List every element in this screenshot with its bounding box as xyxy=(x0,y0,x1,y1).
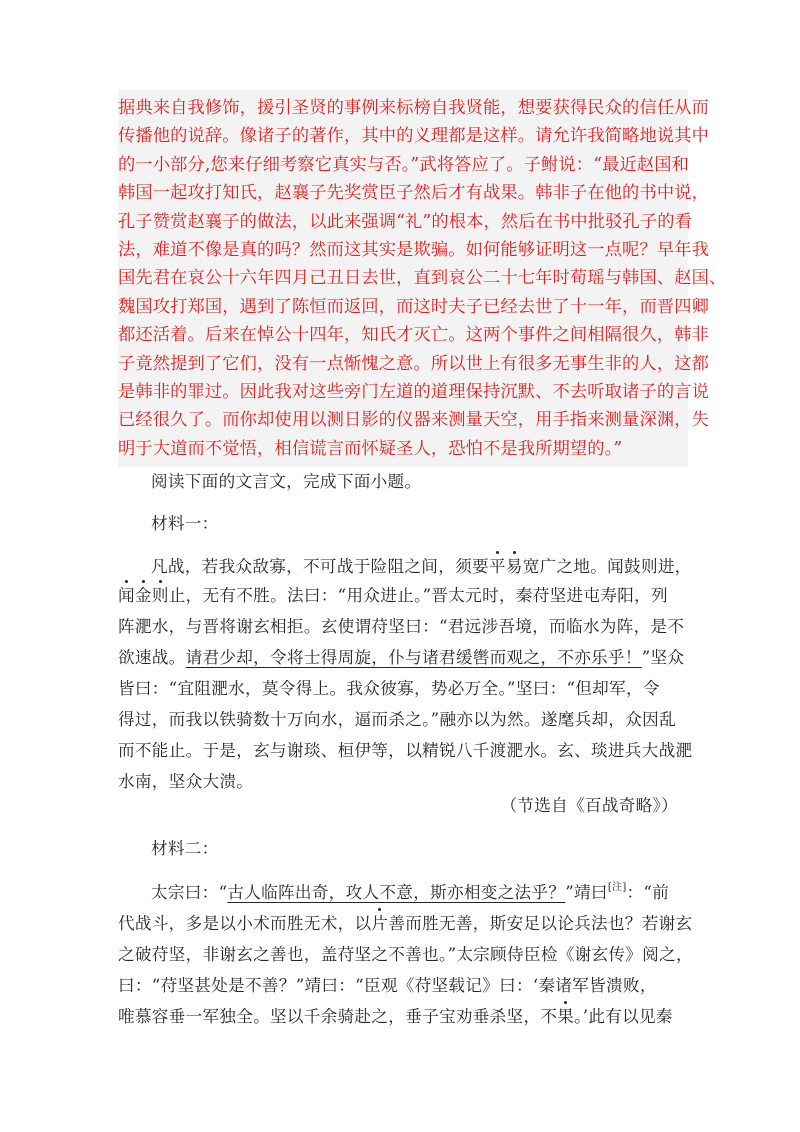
passage-line: 之破苻坚，非谢玄之善也，盖苻坚之不善也。”太宗顾侍臣检《谢玄传》阅之， xyxy=(118,945,693,964)
passage-line: 曰：“苻坚甚处是不善？”靖曰：“臣观《苻坚载记》曰：‘秦诸军皆溃败， xyxy=(118,976,657,995)
passage-line: 皆曰：“宜阻淝水，莫令得上。我众彼寡，势必万全。”坚曰：“但却军，令 xyxy=(118,679,660,698)
passage-line: 欲速战。请君少却，令将士得周旋，仆与诸君缓辔而观之，不亦乐乎！”坚众 xyxy=(118,648,685,667)
answer-line: 是韩非的罪过。因此我对这些旁门左道的道理保持沉默、不去听取诸子的言说 xyxy=(118,382,709,403)
answer-line: 已经很久了。而你却使用以测日影的仪器来测量天空，用手指来测量深渊，失 xyxy=(118,410,709,431)
answer-line: 子竟然提到了它们，没有一点惭愧之意。所以世上有很多无事生非的人，这都 xyxy=(118,353,709,374)
material1-heading: 材料一： xyxy=(151,514,219,533)
passage-line: 唯慕容垂一军独全。坚以千余骑赴之，垂子宝劝垂杀坚，不果。’此有以见秦 xyxy=(118,1007,673,1026)
answer-line: 魏国攻打郑国，遇到了陈恒而返回，而这时夫子已经去世了十一年，而晋四卿 xyxy=(118,296,709,317)
answer-line: 都还活着。后来在悼公十四年，知氏才灭亡。这两个事件之间相隔很久，韩非 xyxy=(118,325,709,346)
passage-line: 阵淝水，与晋将谢玄相拒。玄使谓苻坚曰：“君远涉吾境，而临水为阵，是不 xyxy=(118,617,685,636)
passage-line: 水南，坚众大溃。 xyxy=(118,772,254,791)
answer-line: 传播他的说辞。像诸子的著作，其中的义理都是这样。请允许我简略地说其中 xyxy=(118,126,709,147)
answer-line: 国先君在哀公十六年四月己丑日去世，直到哀公二十七年时荀瑶与韩国、赵国、 xyxy=(118,268,727,289)
emphasis-dot-char: 则 xyxy=(151,586,169,605)
passage-line: 得过，而我以铁骑数十万向水，逼而杀之。”融亦以为然。遂麾兵却，众因乱 xyxy=(118,710,676,729)
emphasis-dot-char: 果 xyxy=(557,1007,575,1026)
underlined-sentence: 古人临阵出奇，攻人不意，斯亦相变之法乎？ xyxy=(227,883,566,902)
material1-passage xyxy=(118,553,693,797)
footnote-marker: [注] xyxy=(607,882,627,893)
answer-line: 的一小部分,您来仔细考察它真实与否。”武将答应了。子鲋说：“最近赵国和 xyxy=(118,154,690,175)
answer-line: 孔子赞赏赵襄子的做法，以此来强调“礼”的根本，然后在书中批驳孔子的看 xyxy=(118,211,693,232)
answer-line: 明于大道而不觉悟，相信谎言而怀疑圣人，恐怕不是我所期望的。” xyxy=(118,438,623,459)
answer-line: 据典来自我修饰，援引圣贤的事例来标榜自我贤能，想要获得民众的信任从而 xyxy=(118,98,709,118)
passage-line: 凡战，若我众敌寡，不可战于险阻之间，须要平易宽广之地。闻鼓则进， xyxy=(151,557,692,576)
emphasis-dot-char: 片 xyxy=(371,914,389,933)
material2-passage xyxy=(118,877,693,1032)
emphasis-dot-char: 金 xyxy=(134,586,152,605)
passage-line: 闻金则止，无有不胜。法曰：“用众进止。”晋太元时，秦苻坚进屯寿阳，列 xyxy=(118,586,668,605)
emphasis-dot-char: 平 xyxy=(488,557,506,576)
material1-source: （节选自《百战奇略》） xyxy=(500,796,678,815)
passage-line: 太宗曰：“古人临阵出奇，攻人不意，斯亦相变之法乎？”靖曰[注]：“前 xyxy=(151,882,670,902)
underlined-sentence: 请君少却，令将士得周旋，仆与诸君缓辔而观之，不亦乐乎！ xyxy=(185,648,642,667)
emphasis-dot-char: 闻 xyxy=(118,586,135,605)
answer-line: 法，难道不像是真的吗？然而这其实是欺骗。如何能够证明这一点呢？早年我 xyxy=(118,240,709,261)
translation-answer-block xyxy=(118,90,727,467)
emphasis-dot-char: 易 xyxy=(505,557,523,576)
passage-line: 代战斗，多是以小术而胜无术，以片善而胜无善，斯安足以论兵法也？若谢玄 xyxy=(118,914,693,933)
instruction: 阅读下面的文言文，完成下面小题。 xyxy=(151,472,422,491)
passage-line: 而不能止。于是，玄与谢琰、桓伊等，以精锐八千渡淝水。玄、琰进兵大战淝 xyxy=(118,741,693,760)
material2-heading: 材料二： xyxy=(151,839,219,858)
answer-line: 韩国一起攻打知氏，赵襄子先奖赏臣子然后才有战果。韩非子在他的书中说， xyxy=(118,183,709,204)
